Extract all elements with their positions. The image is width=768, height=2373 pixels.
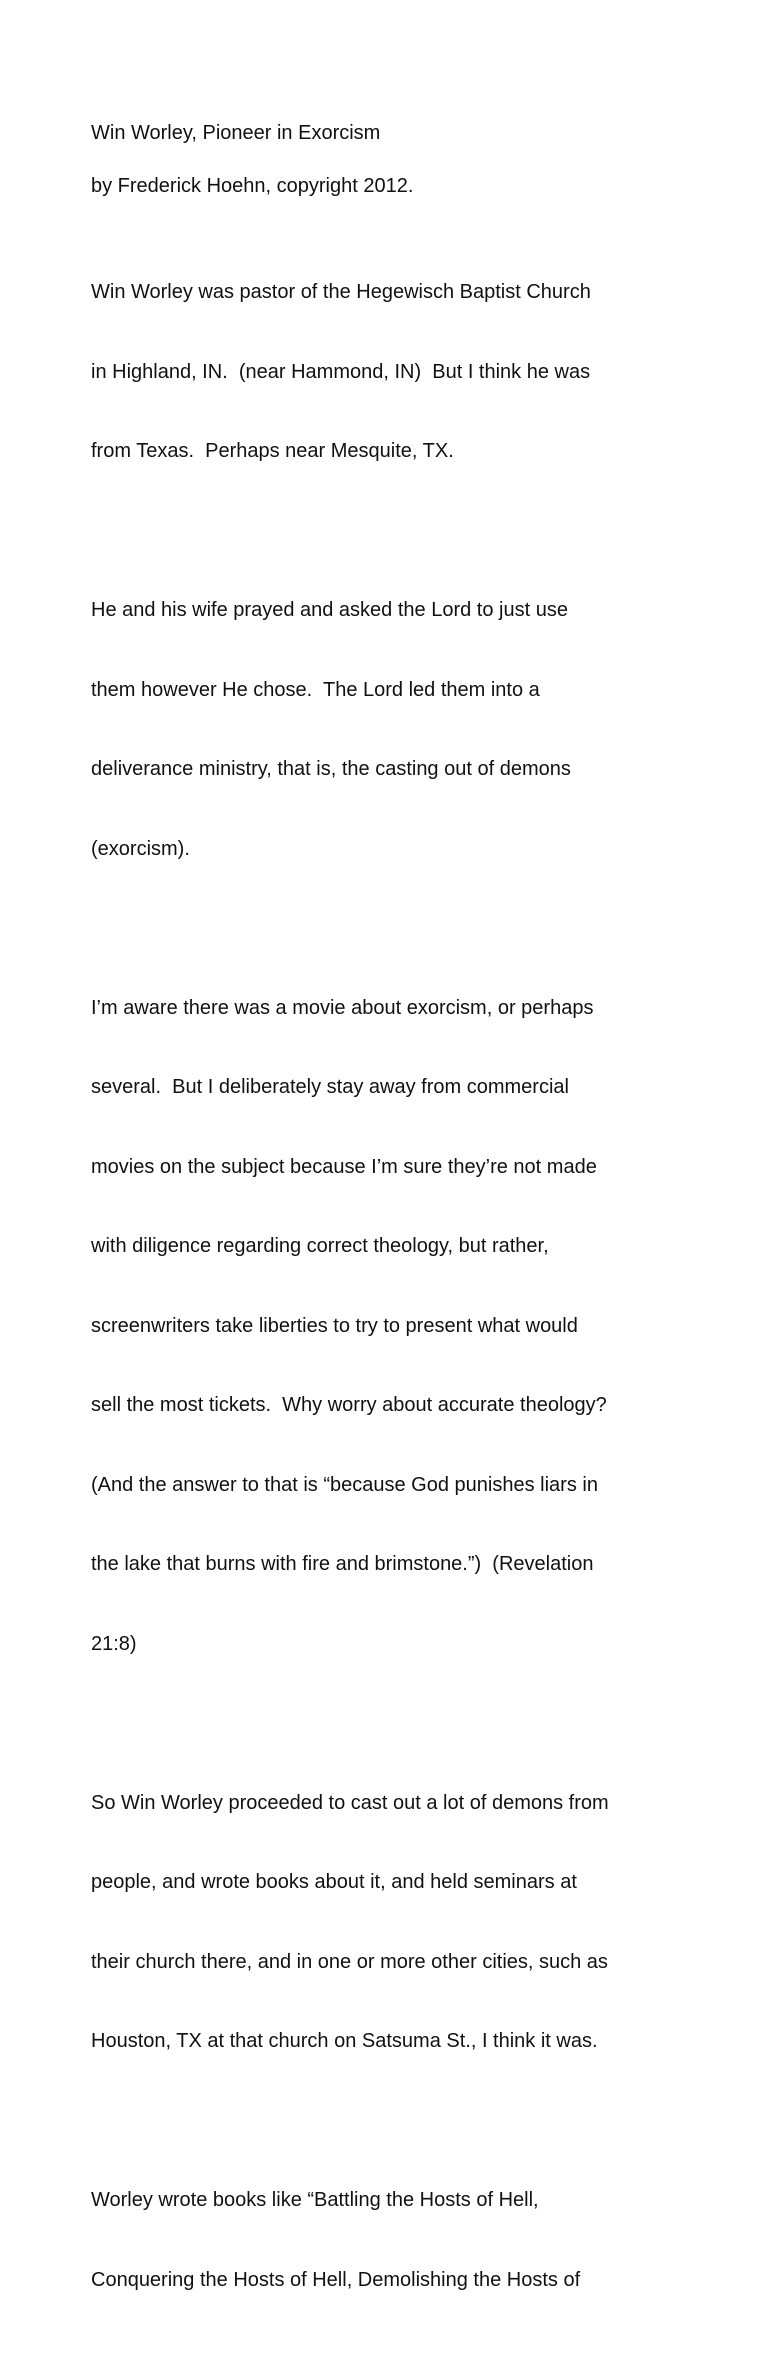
paragraph-line: Conquering the Hosts of Hell, Demolishing the Hosts of (91, 2268, 581, 2291)
paragraph-line: So Win Worley proceeded to cast out a lot of demons from (91, 1791, 609, 1814)
paragraph-line: (exorcism). (91, 837, 190, 860)
paragraph-line: movies on the subject because I’m sure they’re not made (91, 1155, 597, 1178)
paragraph-3 (91, 942, 691, 1711)
paragraph-line: in Highland, IN. (near Hammond, IN) But I think he was (91, 360, 591, 383)
document-body (91, 120, 691, 2373)
paragraph-line: screenwriters take liberties to try to present what would (91, 1314, 578, 1337)
paragraph-line: I’m aware there was a movie about exorcism, or perhaps (91, 996, 594, 1019)
paragraph-line: Worley wrote books like “Battling the Hosts of Hell, (91, 2189, 539, 2211)
paragraph-line: the lake that burns with fire and brimstone.”) (Revelation (91, 1553, 594, 1575)
paragraph-line: 21:8) (91, 1632, 137, 1655)
paragraph-line: deliverance ministry, that is, the casting out of demons (91, 758, 571, 780)
paragraph-line: their church there, and in one or more other cities, such as (91, 1950, 608, 1973)
paragraph-line: (And the answer to that is “because God punishes liars in (91, 1473, 598, 1496)
paragraph-line: them however He chose. The Lord led them into a (91, 678, 540, 701)
paragraph-1 (91, 226, 691, 518)
paragraph-line: He and his wife prayed and asked the Lord to just use (91, 599, 568, 621)
paragraph-line: from Texas. Perhaps near Mesquite, TX. (91, 440, 454, 462)
paragraph-5 (91, 2134, 691, 2346)
paragraph-line: with diligence regarding correct theology, but rather, (91, 1235, 549, 1257)
paragraph-2 (91, 544, 691, 915)
document-byline: by Frederick Hoehn, copyright 2012. (91, 175, 414, 197)
paragraph-line: Win Worley was pastor of the Hegewisch Baptist Church (91, 281, 591, 303)
paragraph-line: several. But I deliberately stay away from commercial (91, 1076, 569, 1098)
paragraph-line: sell the most tickets. Why worry about accurate theology? (91, 1394, 607, 1416)
paragraph-4 (91, 1737, 691, 2108)
paragraph-line: people, and wrote books about it, and held seminars at (91, 1871, 577, 1893)
document-title: Win Worley, Pioneer in Exorcism (91, 122, 381, 144)
paragraph-line: Houston, TX at that church on Satsuma St., I think it was. (91, 2030, 598, 2052)
